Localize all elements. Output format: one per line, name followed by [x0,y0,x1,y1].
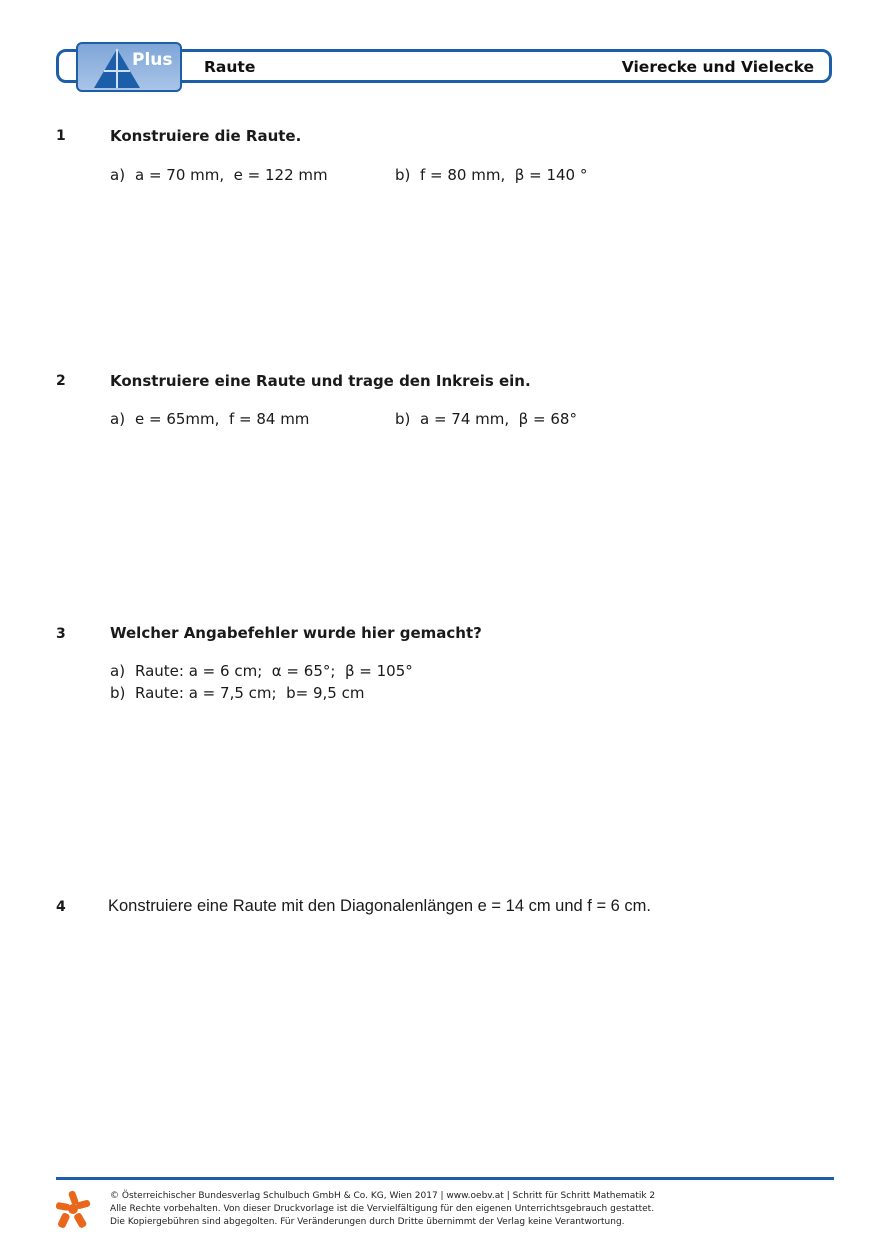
task-3-number: 3 [56,626,66,642]
page-title: Raute [204,58,256,76]
footer-copyright [110,1190,655,1229]
task-2a-text: e = 65mm, f = 84 mm [135,410,310,428]
task-3a-label: a) [110,662,126,680]
task-3a-text: Raute: a = 6 cm; α = 65°; β = 105° [135,662,413,680]
task-1a-text: a = 70 mm, e = 122 mm [135,166,328,184]
task-2b-text: a = 74 mm, β = 68° [420,410,577,428]
task-4-title: Konstruiere eine Raute mit den Diagonalenlängen e = 14 cm und f = 6 cm. [108,897,652,915]
publisher-logo-icon [54,1189,92,1229]
task-2-number: 2 [56,373,66,389]
task-1b-label: b) [395,166,411,184]
task-2b-label: b) [395,410,411,428]
task-3-title: Welcher Angabefehler wurde hier gemacht? [110,624,482,642]
task-3b-text: Raute: a = 7,5 cm; b= 9,5 cm [135,684,365,702]
task-4-number: 4 [56,899,66,915]
footer-rule [56,1177,834,1180]
footer-line-2: Alle Rechte vorbehalten. Von dieser Druckvorlage ist die Vervielfältigung für den eigenen Unterrichtsgebrauch gestattet. [110,1204,655,1214]
footer-line-1: © Österreichischer Bundesverlag Schulbuch GmbH & Co. KG, Wien 2017 | www.oebv.at | Schritt für Schritt Mathematik 2 [110,1191,656,1201]
page-topic: Vierecke und Vielecke [621,58,814,76]
task-1b-text: f = 80 mm, β = 140 ° [420,166,588,184]
plus-label: Plus [132,50,173,70]
plus-badge [76,42,182,92]
task-3b-label: b) [110,684,126,702]
task-1-number: 1 [56,128,66,144]
task-2a-label: a) [110,410,126,428]
footer-line-3: Die Kopiergebühren sind abgegolten. Für Veränderungen durch Dritte übernimmt der Verlag keine Verantwortung. [110,1217,625,1227]
task-1-title: Konstruiere die Raute. [110,127,302,145]
task-1a-label: a) [110,166,126,184]
task-2-title: Konstruiere eine Raute und trage den Inkreis ein. [110,372,531,390]
